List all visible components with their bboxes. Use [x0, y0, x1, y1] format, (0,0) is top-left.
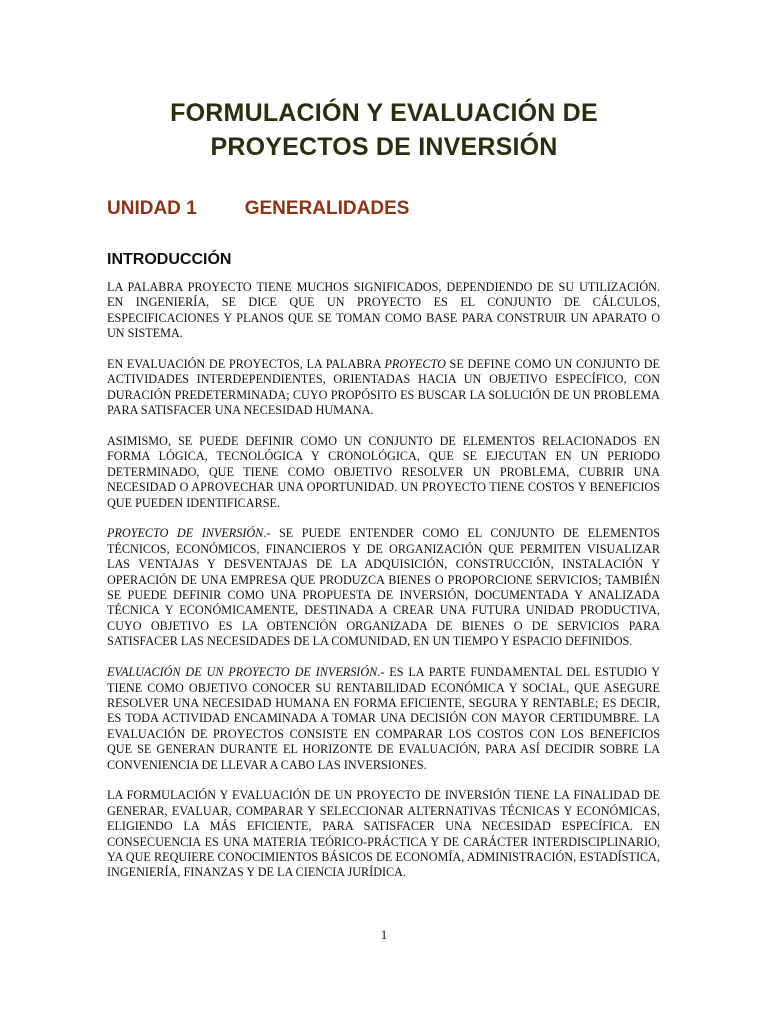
body-text: [107, 280, 660, 896]
unit-heading: [107, 197, 409, 221]
paragraph-5-body: .- ES LA PARTE FUNDAMENTAL DEL ESTUDIO Y TIENE COMO OBJETIVO CONOCER SU RENTABILIDAD ECONÓMICA Y SOCIAL, QUE ASEGURE RESOLVER UNA NECESIDAD HUMANA EN FORMA EFICIENTE, SEGURA Y RENTABLE; ES DECIR, ES TODA ACTIVIDAD ENCAMINADA A TOMAR UNA DECISIÓN CON MAYOR CERTIDUMBRE. LA EVALUACIÓN DE PROYECTOS CONSISTE EN COMPARAR LOS COSTOS CON LOS BENEFICIOS QUE SE GENERAN DURANTE EL HORIZONTE DE EVALUACIÓN, PARA ASÍ DECIDIR SOBRE LA CONVENIENCIA DE LLEVAR A CABO LAS INVERSIONES.: [107, 665, 660, 772]
page-number: 1: [380, 927, 388, 942]
paragraph-2: [107, 357, 660, 419]
paragraph-5-term: EVALUACIÓN DE UN PROYECTO DE INVERSIÓN: [107, 665, 378, 680]
paragraph-5: [107, 665, 660, 773]
paragraph-2-term: PROYECTO: [384, 357, 446, 372]
paragraph-6: LA FORMULACIÓN Y EVALUACIÓN DE UN PROYECTO DE INVERSIÓN TIENE LA FINALIDAD DE GENERAR, EVALUAR, COMPARAR Y SELECCIONAR ALTERNATIVAS TÉCNICAS Y ECONÓMICAS, ELIGIENDO LA MÁS EFICIENTE, PARA SATISFACER UNA NECESIDAD ESPECÍFICA. EN CONSECUENCIA ES UNA MATERIA TEÓRICO-PRÁCTICA Y DE CARÁCTER INTERDISCIPLINARIO, YA QUE REQUIERE CONOCIMIENTOS BÁSICOS DE ECONOMÍA, ADMINISTRACIÓN, ESTADÍSTICA, INGENIERÍA, FINANZAS Y DE LA CIENCIA JURÍDICA.: [107, 788, 660, 880]
paragraph-4-body: .- SE PUEDE ENTENDER COMO EL CONJUNTO DE ELEMENTOS TÉCNICOS, ECONÓMICOS, FINANCIEROS Y DE ORGANIZACIÓN QUE PERMITEN VISUALIZAR LAS VENTAJAS Y DESVENTAJAS DE LA ADQUISICIÓN, CONSTRUCCIÓN, INSTALACIÓN Y OPERACIÓN DE UNA EMPRESA QUE PRODUZCA BIENES O PROPORCIONE SERVICIOS; TAMBIÉN SE PUEDE DEFINIR COMO UNA PROPUESTA DE INVERSIÓN, DOCUMENTADA Y ANALIZADA TÉCNICA Y ECONÓMICAMENTE, DESTINADA A CREAR UNA FUTURA UNIDAD PRODUCTIVA, CUYO OBJETIVO ES LA OBTENCIÓN ORGANIZADA DE BIENES O DE SERVICIOS PARA SATISFACER LAS NECESIDADES DE LA COMUNIDAD, EN UN TIEMPO Y ESPACIO DEFINIDOS.: [107, 526, 660, 649]
document-title: [0, 96, 768, 164]
unit-number: UNIDAD 1: [107, 198, 197, 219]
paragraph-4: [107, 526, 660, 649]
document-title-line-1: FORMULACIÓN Y EVALUACIÓN DE: [170, 99, 598, 127]
section-heading: INTRODUCCIÓN: [107, 251, 232, 268]
paragraph-3: ASIMISMO, SE PUEDE DEFINIR COMO UN CONJUNTO DE ELEMENTOS RELACIONADOS EN FORMA LÓGICA, TECNOLÓGICA Y CRONOLÓGICA, QUE SE EJECUTAN EN UN PERIODO DETERMINADO, QUE TIENE COMO OBJETIVO RESOLVER UN PROBLEMA, CUBRIR UNA NECESIDAD O APROVECHAR UNA OPORTUNIDAD. UN PROYECTO TIENE COSTOS Y BENEFICIOS QUE PUEDEN IDENTIFICARSE.: [107, 434, 660, 510]
paragraph-2-intro: EN EVALUACIÓN DE PROYECTOS, LA PALABRA: [107, 357, 385, 372]
paragraph-4-term: PROYECTO DE INVERSIÓN: [107, 526, 264, 541]
paragraph-2-body: SE DEFINE COMO UN CONJUNTO DE ACTIVIDADES INTERDEPENDIENTES, ORIENTADAS HACIA UN OBJETIVO ESPECÍFICO, CON DURACIÓN PREDETERMINADA; CUYO PROPÓSITO ES BUSCAR LA SOLUCIÓN DE UN PROBLEMA PARA SATISFACER UNA NECESIDAD HUMANA.: [107, 357, 661, 418]
document-title-line-2: PROYECTOS DE INVERSIÓN: [210, 133, 558, 161]
unit-name: GENERALIDADES: [244, 198, 410, 219]
paragraph-1: LA PALABRA PROYECTO TIENE MUCHOS SIGNIFICADOS, DEPENDIENDO DE SU UTILIZACIÓN. EN INGENIERÍA, SE DICE QUE UN PROYECTO ES EL CONJUNTO DE CÁLCULOS, ESPECIFICACIONES Y PLANOS QUE SE TOMAN COMO BASE PARA CONSTRUIR UN APARATO O UN SISTEMA.: [107, 280, 660, 341]
